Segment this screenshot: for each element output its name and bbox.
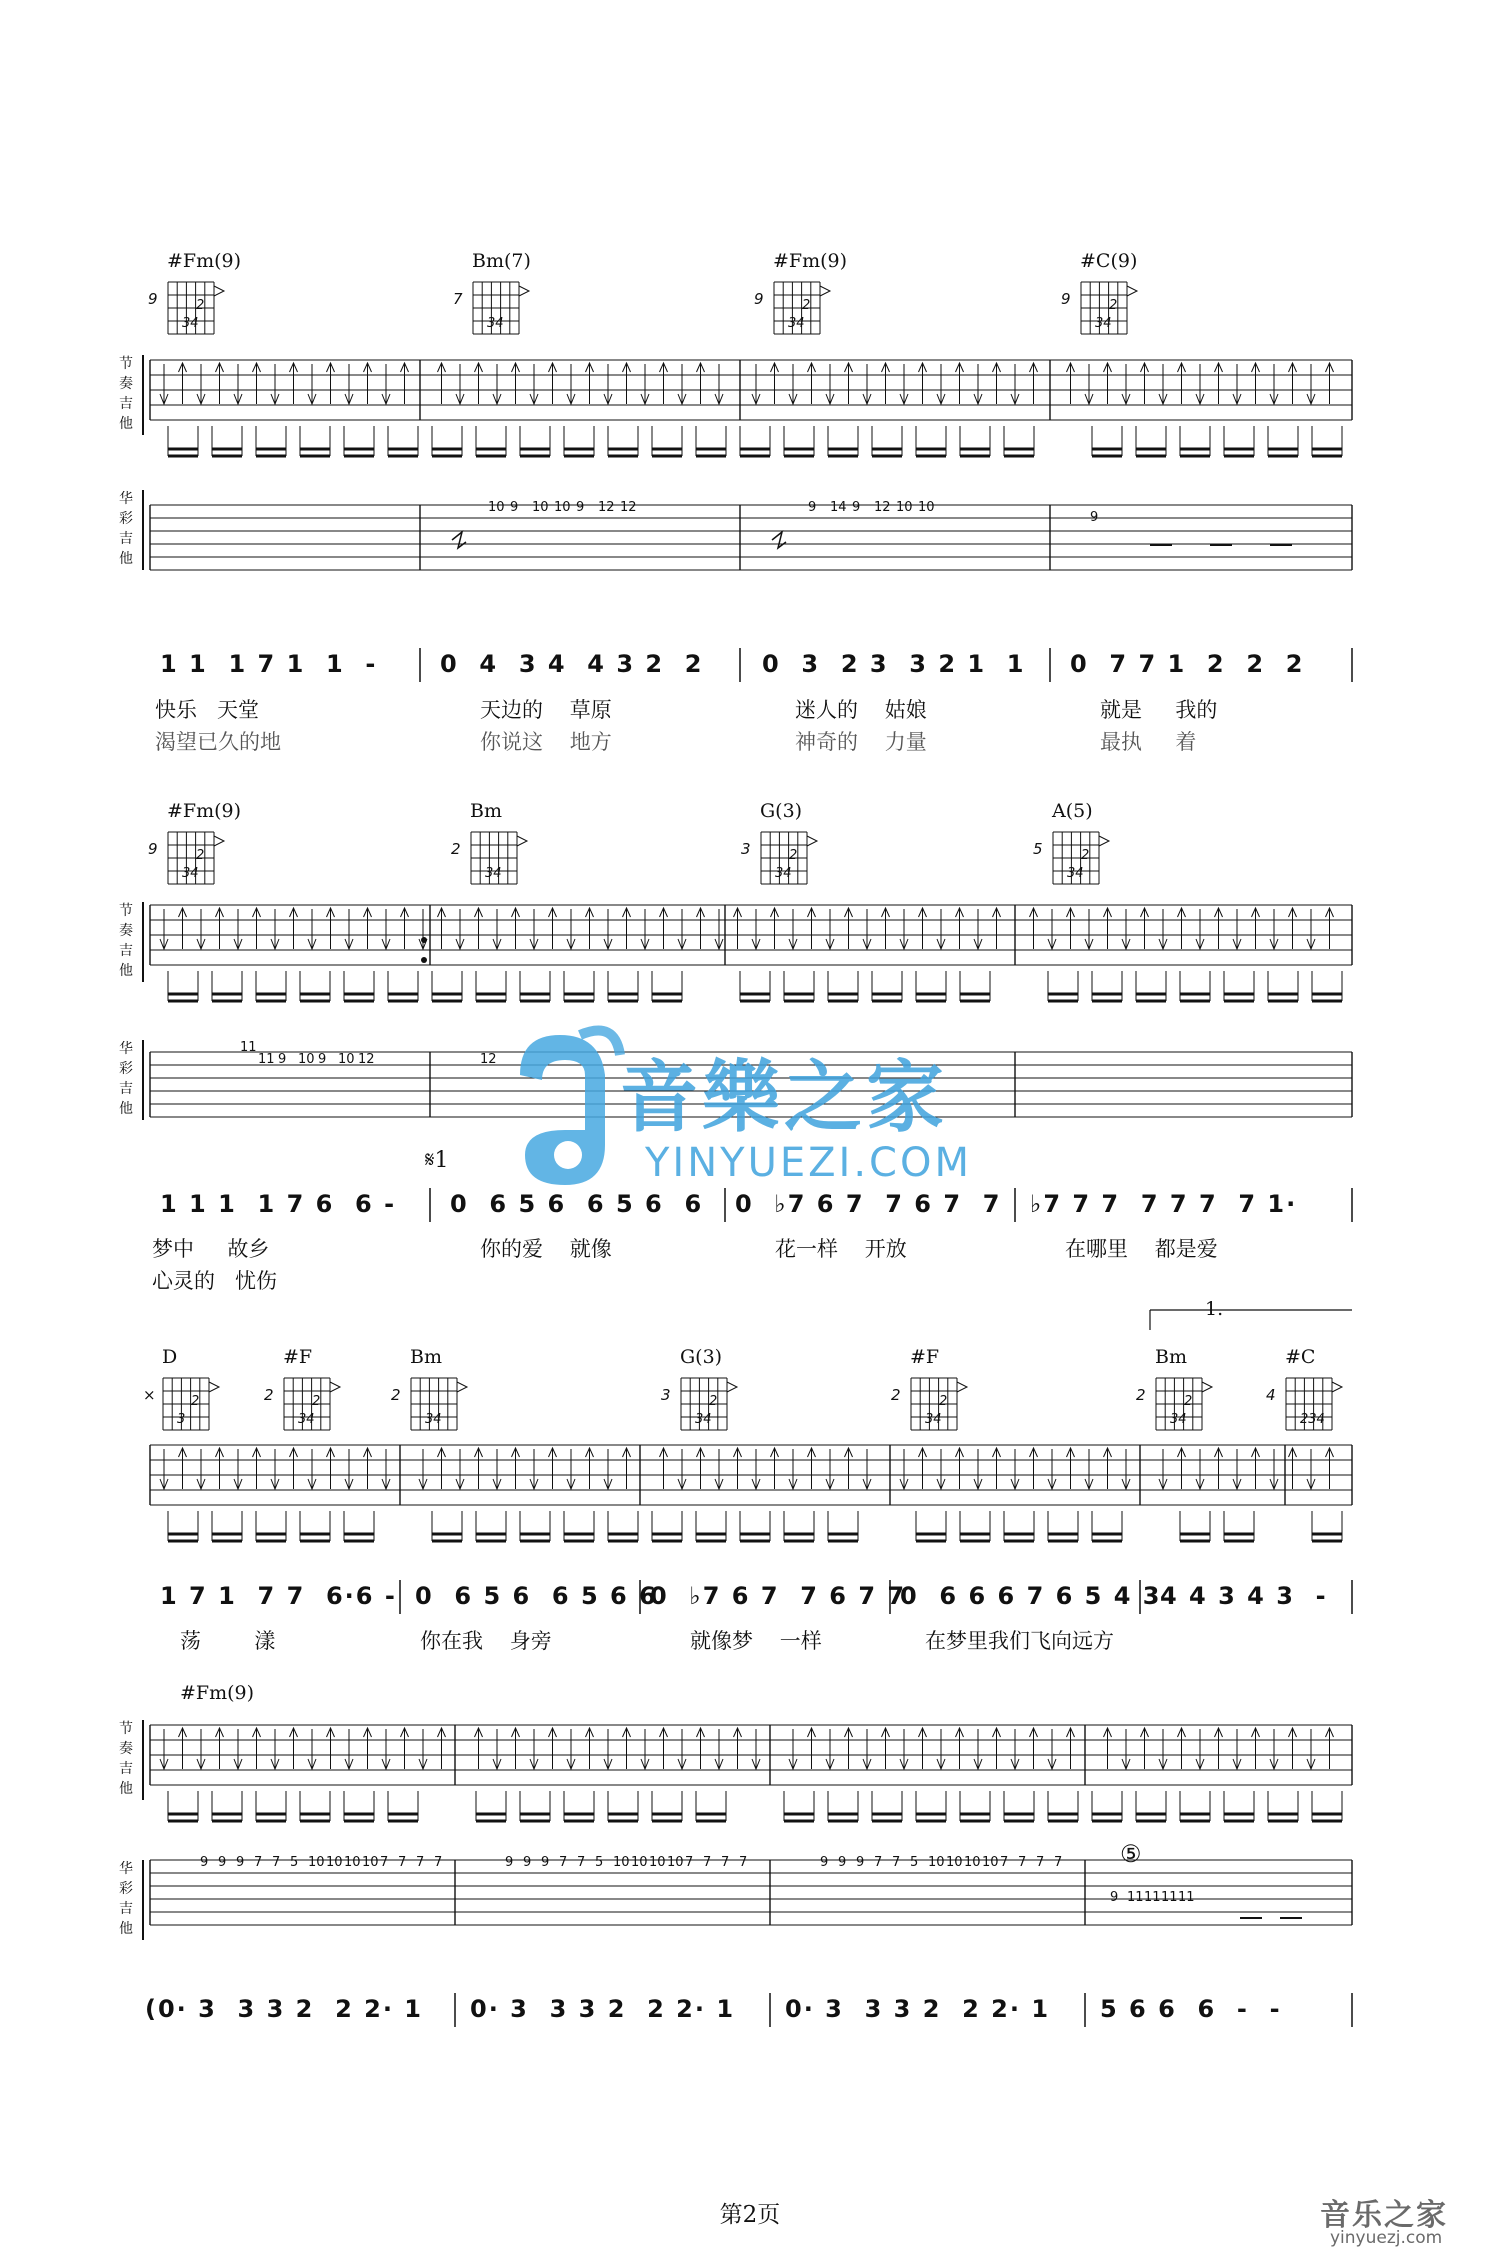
barre-arrow [1202,1382,1212,1392]
tab-fret-number: 7 [721,1855,730,1870]
staff-label-char: 节 [119,1721,133,1737]
staff-label-char: 他 [119,963,133,979]
chord-finger-number: 2 [196,298,205,313]
tab-fret-number: 10 [896,500,913,515]
chord-finger-number: 34 [775,866,792,881]
tab-fret-number: 9 [218,1855,227,1870]
tab-fret-number: 10 [964,1855,981,1870]
chord-finger-number: 34 [925,1412,942,1427]
chord-finger-number: 3 [177,1412,186,1427]
lyric-line: 在哪里 都是爱 [1065,1237,1218,1261]
tab-fret-number: 9 [200,1855,209,1870]
chord-finger-number: 34 [425,1412,442,1427]
tab-fret-number: 10 [613,1855,630,1870]
music-note-logo-icon [480,1015,630,1215]
jianpu-measure: 1 7 1 7 7 6·6 - [160,1582,397,1610]
tab-fret-number: 5 [910,1855,919,1870]
tab-fret-number: 9 [236,1855,245,1870]
tab-fret-number: 7 [416,1855,425,1870]
repeat-dot [421,937,427,943]
staff-label-char: 华 [119,1861,133,1877]
staff-label-char: 吉 [119,1081,133,1097]
chord-fret-number: 2 [451,840,461,858]
jianpu-measure: 5 6 6 6 - - [1100,1995,1282,2023]
jianpu-measure: 0 6 5 6 6 5 6 6 [450,1190,704,1218]
volta-number: 1. [1205,1298,1224,1320]
chord-finger-number: 2 [1184,1394,1193,1409]
tab-fret-number: 9 [820,1855,829,1870]
chord-finger-number: 34 [1067,866,1084,881]
tab-fret-number: 10 [488,500,505,515]
barre-arrow [807,836,817,846]
lyric-line: 心灵的 忧伤 [152,1269,278,1293]
tab-fret-number: 10 [338,1052,355,1067]
barre-arrow [214,836,224,846]
tab-fret-number: 10 [532,500,549,515]
tab-fret-number: 9 [852,500,861,515]
chord-finger-number: 34 [788,316,805,331]
tab-fret-number: 10 [982,1855,999,1870]
barre-arrow [1127,286,1137,296]
chord-name: G(3) [680,1346,723,1368]
chord-fret-number: 2 [891,1386,901,1404]
barre-arrow [820,286,830,296]
tab-fret-number: 9 [510,500,519,515]
tab-fret-number: 7 [685,1855,694,1870]
lyric-line: 快乐 天堂 [155,698,260,722]
staff-label-char: 吉 [119,531,133,547]
jianpu-measure: ♭7 7 7 7 7 7 7 1· [1030,1190,1298,1218]
chord-finger-number: 34 [298,1412,315,1427]
tab-fret-number: 10 [362,1855,379,1870]
staff-label-char: 华 [119,1041,133,1057]
staff-label-char: 彩 [119,1881,133,1897]
tab-fret-number: 7 [1054,1855,1063,1870]
chord-fret-number: 7 [453,290,463,308]
watermark-domain: YINYUEZI.COM [645,1140,972,1186]
staff-label-char: 他 [119,1921,133,1937]
barre-arrow [209,1382,219,1392]
tab-fret-number: 11 [240,1040,257,1055]
tab-fret-number: 11 [258,1052,275,1067]
jianpu-measure: 1 1 1 1 7 6 6 - [160,1190,397,1218]
jianpu-measure: 0· 3 3 3 2 2 2· 1 [785,1995,1051,2023]
tab-fret-number: 7 [577,1855,586,1870]
barre-arrow [519,286,529,296]
chord-fret-number: 9 [754,290,764,308]
chord-name: #Fm(9) [180,1682,255,1704]
chord-name: G(3) [760,800,803,822]
chord-finger-number: 2 [802,298,811,313]
tab-fret-number: 12 [874,500,891,515]
brand-url: yinyuezj.com [1330,2228,1443,2248]
tab-fret-number: 11 [1161,1890,1178,1905]
chord-name: Bm [410,1346,442,1368]
tab-fret-number: 10 [631,1855,648,1870]
staff-label-char: 奏 [119,376,133,392]
lyric-line: 你的爱 就像 [480,1237,612,1261]
chord-finger-number: 2 [709,1394,718,1409]
staff-label-char: 吉 [119,1761,133,1777]
jianpu-measure: 0· 3 3 3 2 2 2· 1 [470,1995,736,2023]
lyric-line: 你说这 地方 [480,730,612,754]
tab-fret-number: 10 [554,500,571,515]
tab-fret-number: 7 [874,1855,883,1870]
tab-fret-number: 7 [254,1855,263,1870]
jianpu-measure: (0· 3 3 3 2 2 2· 1 [145,1995,423,2023]
barre-arrow [957,1382,967,1392]
segno-sign: 𝄋1 [425,1148,449,1173]
tab-fret-number: 9 [808,500,817,515]
chord-fret-number: 9 [148,840,158,858]
barre-arrow [727,1382,737,1392]
tab-fret-number: 12 [358,1052,375,1067]
staff-label-char: 彩 [119,511,133,527]
tab-fret-number: 9 [856,1855,865,1870]
chord-name: #Fm(9) [773,250,848,272]
chord-finger-number: 2 [789,848,798,863]
tab-fret-number: 10 [918,500,935,515]
lyric-line: 渴望已久的地 [155,730,281,754]
tab-fret-number: 7 [559,1855,568,1870]
barre-arrow [330,1382,340,1392]
chord-name: #Fm(9) [167,800,242,822]
tab-fret-number: 9 [838,1855,847,1870]
chord-fret-number: 3 [741,840,751,858]
lyric-line: 天边的 草原 [480,698,612,722]
tab-fret-number: 7 [703,1855,712,1870]
chord-name: #F [283,1346,313,1368]
tab-fret-number: 9 [523,1855,532,1870]
staff-label-char: 他 [119,1781,133,1797]
chord-name: Bm [1155,1346,1187,1368]
rest-icon [772,532,786,548]
jianpu-measure: 0 ♭7 6 7 7 6 7 7 [735,1190,1002,1218]
lyric-line: 最执 着 [1100,730,1197,754]
chord-name: #C [1285,1346,1316,1368]
tab-fret-number: 7 [398,1855,407,1870]
tab-fret-number: 10 [667,1855,684,1870]
chord-finger-number: 234 [1300,1412,1325,1427]
tab-fret-number: 7 [1000,1855,1009,1870]
lyric-line: 就像梦 一样 [690,1629,822,1653]
tab-fret-number: 9 [505,1855,514,1870]
staff-label-char: 彩 [119,1061,133,1077]
chord-name: Bm [470,800,502,822]
tab-fret-number: 5 [290,1855,299,1870]
chord-fret-number: × [143,1386,156,1404]
chord-fret-number: 2 [391,1386,401,1404]
staff-label-char: 节 [119,356,133,372]
staff-label-char: 奏 [119,1741,133,1757]
tab-fret-number: 10 [344,1855,361,1870]
repeat-dot [421,957,427,963]
chord-name: Bm(7) [472,250,531,272]
staff-label-char: 奏 [119,923,133,939]
chord-name: A(5) [1052,800,1093,822]
chord-name: #C(9) [1080,250,1138,272]
tab-fret-number: 7 [892,1855,901,1870]
tab-fret-number: 10 [298,1052,315,1067]
barre-arrow [214,286,224,296]
tab-fret-number: 12 [480,1052,497,1067]
tab-fret-number: 5 [595,1855,604,1870]
brand-logo [1320,2190,1490,2250]
tab-fret-number: 11 [1178,1890,1195,1905]
jianpu-measure: 4 4 3 4 3 - [1160,1582,1328,1610]
barre-arrow [1099,836,1109,846]
tab-fret-number: 14 [830,500,847,515]
barre-arrow [457,1382,467,1392]
lyric-line: 荡 漾 [180,1629,276,1653]
barre-arrow [1332,1382,1342,1392]
jianpu-measure: 0 7 7 1 2 2 2 [1070,650,1305,678]
chord-finger-number: 2 [1109,298,1118,313]
brand-logo-text: 音乐之家 [1320,2198,1448,2233]
chord-name: D [162,1346,178,1368]
chord-fret-number: 3 [661,1386,671,1404]
tab-fret-number: 10 [946,1855,963,1870]
lyric-line: 神奇的 力量 [795,730,927,754]
chord-finger-number: 2 [1081,848,1090,863]
tab-fret-number: 9 [318,1052,327,1067]
tab-fret-number: 7 [1036,1855,1045,1870]
staff-label-char: 华 [119,491,133,507]
chord-finger-number: 34 [1095,316,1112,331]
chord-finger-number: 34 [485,866,502,881]
staff-label-char: 他 [119,1101,133,1117]
staff-label-char: 吉 [119,1901,133,1917]
jianpu-measure: 0 ♭7 6 7 7 6 7 7 [650,1582,907,1610]
tab-fret-number: 9 [576,500,585,515]
lyric-line: 在梦里我们飞向远方 [925,1629,1114,1653]
chord-name: #F [910,1346,940,1368]
chord-fret-number: 9 [148,290,158,308]
tab-fret-number: 7 [1018,1855,1027,1870]
chord-finger-number: 34 [487,316,504,331]
tab-fret-number: 7 [434,1855,443,1870]
tab-fret-number: 7 [739,1855,748,1870]
chord-finger-number: 2 [312,1394,321,1409]
chord-fret-number: 5 [1033,840,1043,858]
tab-fret-number: 7 [380,1855,389,1870]
jianpu-measure: 0 3 2 3 3 2 1 1 [762,650,1026,678]
chord-finger-number: 34 [1170,1412,1187,1427]
tab-fret-number: 10 [308,1855,325,1870]
jianpu-measure: 0 4 3 4 4 3 2 2 [440,650,704,678]
rest-icon [452,532,466,548]
chord-fret-number: 2 [1136,1386,1146,1404]
chord-finger-number: 34 [182,866,199,881]
staff-label-char: 他 [119,416,133,432]
tab-fret-number: 11 [1127,1890,1144,1905]
jianpu-measure: 0 6 5 6 6 5 6 6 [415,1582,658,1610]
lyric-line: 迷人的 姑娘 [795,698,927,722]
chord-fret-number: 4 [1266,1386,1276,1404]
jianpu-measure: 0 6 6 6 7 6 5 4 3 [900,1582,1162,1610]
lyric-line: 就是 我的 [1100,698,1218,722]
tab-fret-number: 12 [598,500,615,515]
tab-fret-number: 12 [620,500,637,515]
tab-fret-number: 11 [1144,1890,1161,1905]
chord-name: #Fm(9) [167,250,242,272]
tab-fret-number: 10 [649,1855,666,1870]
lyric-line: 你在我 身旁 [420,1629,552,1653]
chord-fret-number: 9 [1061,290,1071,308]
tab-fret-number: 10 [326,1855,343,1870]
tab-fret-number: 9 [1110,1890,1119,1905]
chord-finger-number: 2 [196,848,205,863]
tab-fret-number: 9 [541,1855,550,1870]
jianpu-measure: 1 1 1 7 1 1 - [160,650,378,678]
staff-label-char: 节 [119,903,133,919]
chord-finger-number: 34 [695,1412,712,1427]
tab-fret-number: 10 [928,1855,945,1870]
staff-label-char: 吉 [119,396,133,412]
chord-fret-number: 2 [264,1386,274,1404]
chord-finger-number: 2 [939,1394,948,1409]
chord-finger-number: 34 [182,316,199,331]
lyric-line: 梦中 故乡 [152,1237,270,1261]
watermark-title: 音樂之家 [620,1053,949,1143]
barre-arrow [517,836,527,846]
tab-fret-number: 9 [278,1052,287,1067]
chord-finger-number: 2 [191,1394,200,1409]
string-circle-mark: ⑤ [1120,1840,1142,1868]
staff-label-char: 吉 [119,943,133,959]
tab-fret-number: 9 [1090,510,1099,525]
page-number: 第2页 [719,2202,781,2228]
staff-label-char: 他 [119,551,133,567]
lyric-line: 花一样 开放 [775,1237,907,1261]
tab-fret-number: 7 [272,1855,281,1870]
